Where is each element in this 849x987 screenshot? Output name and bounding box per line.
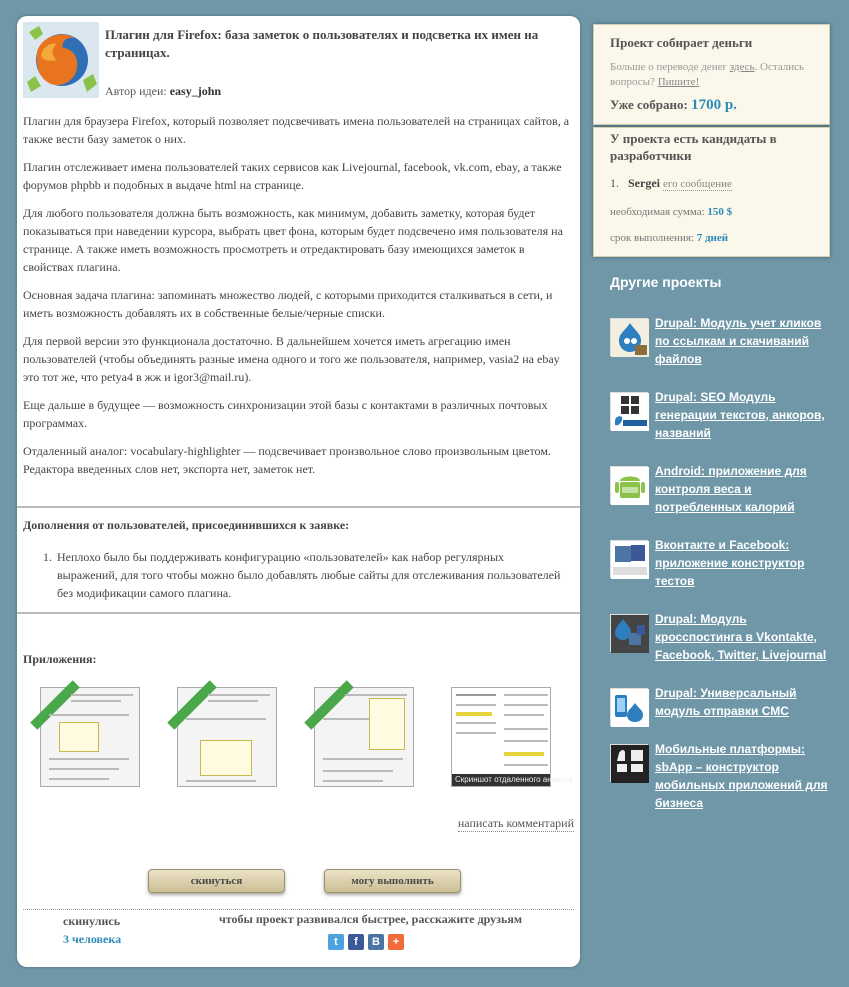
candidates-panel: [593, 127, 830, 257]
drupal-icon: [610, 318, 648, 356]
attachment-thumbnail[interactable]: [314, 687, 414, 787]
attachment-caption: Скриншот отдаленного аналога: [452, 774, 550, 786]
addons-heading: Дополнения от пользователей, присоединившихся к заявке:: [23, 518, 350, 532]
description-paragraph: Плагин для браузера Firefox, который позволяет подсвечивать имена пользователей на страницах сайтов, а также вести базу заметок о них.: [23, 114, 570, 146]
other-projects-title: Другие проекты: [610, 274, 722, 290]
project-author: [105, 84, 221, 99]
collected-amount: Уже собрано: 1700 р.: [610, 97, 737, 113]
project-description: [23, 112, 573, 488]
funding-title: Проект собирает деньги: [610, 35, 753, 50]
sbapp-icon: [610, 744, 648, 782]
required-sum: необходимая сумма: 150 $: [610, 206, 733, 218]
author-label: Автор идеи:: [105, 84, 167, 98]
amount-value: 1700 р.: [691, 97, 737, 113]
twitter-icon[interactable]: t: [328, 934, 344, 950]
author-name[interactable]: easy_john: [169, 84, 222, 98]
description-paragraph: Плагин отслеживает имена пользователей таких сервисов как Livejournal, facebook, vk.com, ebay, а также форумов phpbb и подобных в выдаче html на странице.: [23, 160, 562, 192]
seo-generator-icon: [610, 392, 648, 430]
test-constructor-icon: [610, 540, 648, 578]
other-project-link[interactable]: Вконтакте и Facebook: приложение конструктор тестов: [655, 538, 805, 588]
funding-info: Больше о переводе денег здесь. Остались вопросы? Пишите!: [610, 61, 805, 88]
vkontakte-icon[interactable]: B: [368, 934, 384, 950]
other-project-link[interactable]: Drupal: Модуль кросспостинга в Vkontakte, Facebook, Twitter, Livejournal: [655, 612, 827, 662]
description-paragraph: Основная задача плагина: запоминать множество людей, с которыми приходится сталкиваться в сети, и иметь возможность добавлять их в собственные белые/черные списки.: [23, 288, 553, 320]
share-text: чтобы проект развивался быстрее, расскажите друзьям: [219, 912, 522, 926]
other-project-link[interactable]: Drupal: SEO Модуль генерации текстов, анкоров, названий: [655, 390, 825, 440]
divider: [17, 506, 580, 508]
funding-panel: [593, 24, 830, 125]
project-title: Плагин для Firefox: база заметок о пользователях и подсветка их имен на страницах.: [105, 27, 539, 60]
description-paragraph: Еще дальше в будущее — возможность синхронизации этой базы с контактами в различных почтовых программах.: [23, 398, 548, 430]
donated-label: скинулись: [63, 914, 121, 928]
addons-list: 1. Неплохо было бы поддерживать конфигурацию «пользователей» как набор регулярных выражений, для того чтобы можно было добавлять любые сайты для отслеживания пользователей без модификации самого плагина.: [57, 548, 567, 602]
description-paragraph: Отдаленный аналог: vocabulary-highlighter — подсвечивает произвольное слово произвольным цветом. Редактора введенных слов нет, экспорта нет, заметок нет.: [23, 444, 551, 476]
other-project-link[interactable]: Android: приложение для контроля веса и потребленных калорий: [655, 464, 807, 514]
share-icons: [328, 934, 404, 950]
candidate-name[interactable]: Sergei: [628, 176, 660, 190]
crossposting-icon: [610, 614, 648, 652]
attachment-thumbnail[interactable]: [451, 687, 573, 787]
description-paragraph: Для первой версии это функционала достаточно. В дальнейшем хочется иметь агрегацию имен пользователей (чтобы объединять разные имена одного и того же пользователя, например, vasia2 на ebay это тот же, что petya4 в жж и igor3@mail.ru).: [23, 334, 560, 384]
write-comment-link[interactable]: написать комментарий: [457, 816, 574, 830]
attachment-thumbnail[interactable]: [40, 687, 140, 787]
facebook-icon[interactable]: f: [348, 934, 364, 950]
sms-icon: [610, 688, 648, 726]
divider: [23, 909, 574, 910]
plus-icon[interactable]: +: [388, 934, 404, 950]
project-card: [17, 16, 580, 967]
project-header: [23, 22, 573, 102]
completion-term: срок выполнения: 7 дней: [610, 232, 729, 244]
divider: [17, 612, 580, 614]
description-paragraph: Для любого пользователя должна быть возможность, как минимум, добавить заметку, которая будет показываться при наведении курсора, выбрать цвет фона, которым будет подсвечено имя пользователя на странице. А также иметь возможность просмотреть и отредактировать базу имеющихся заметок в свойствах плагина.: [23, 206, 563, 274]
candidate-message-link[interactable]: его сообщение: [663, 178, 732, 190]
other-project-link[interactable]: Мобильные платформы: sbApp – конструктор мобильных приложений для бизнеса: [655, 742, 828, 810]
can-do-button[interactable]: могу выполнить: [324, 869, 461, 893]
donated-count[interactable]: 3 человека: [63, 932, 122, 946]
attachments-heading: Приложения:: [23, 652, 97, 666]
other-project-link[interactable]: Drupal: Универсальный модуль отправки СМС: [655, 686, 797, 718]
candidates-title: У проекта есть кандидаты в разработчики: [610, 131, 777, 163]
addon-item: Неплохо было бы поддерживать конфигурацию «пользователей» как набор регулярных выражений, для того чтобы можно было добавлять любые сайты для отслеживания пользователей без модификации самого плагина.: [57, 550, 561, 600]
write-us-link[interactable]: Пишите!: [657, 76, 700, 88]
candidate-item: 1. Sergei его сообщение: [610, 176, 732, 190]
firefox-icon: [23, 22, 99, 98]
donate-button[interactable]: скинуться: [148, 869, 285, 893]
android-icon: [610, 466, 648, 504]
attachment-thumbnail[interactable]: [177, 687, 277, 787]
other-project-link[interactable]: Drupal: Модуль учет кликов по ссылкам и скачиваний файлов: [655, 316, 822, 366]
here-link[interactable]: здесь: [729, 61, 755, 73]
